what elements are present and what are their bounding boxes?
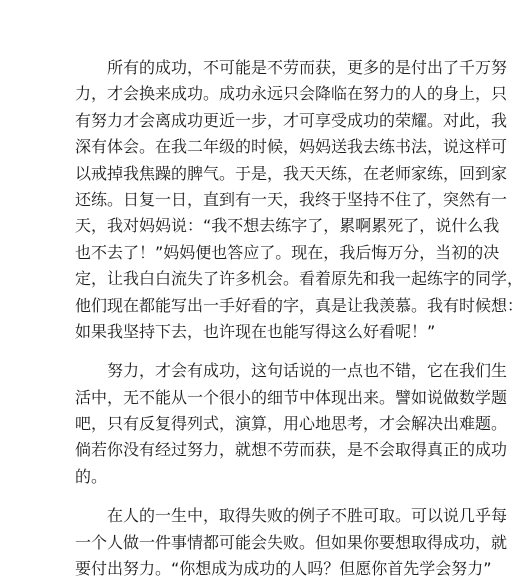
line-text: 在人的一生中，取得失败的例子不胜可取。可以说几乎每 — [107, 506, 508, 526]
text-line — [75, 55, 508, 81]
text-line: 定，让我白白流失了许多机会。看着原先和我一起练字的同学， — [75, 269, 523, 289]
text-line: 天，我对妈妈说：“我不想去练字了，累啊累死了，说什么我 — [75, 216, 500, 236]
line-text: 努力，才会有成功，这句话说的一点也不错，它在我们生 — [107, 361, 508, 381]
text-line: 活中，无不能从一个很小的细节中体现出来。譬如说做数学题 — [75, 387, 508, 407]
text-line: 他们现在都能写出一手好看的字，真是让我羡慕。我有时候想： — [75, 295, 523, 315]
text-line: 深有体会。在我二年级的时候，妈妈送我去练书法，说这样可 — [75, 137, 508, 157]
paragraph-3 — [75, 503, 508, 582]
text-line: 力，才会换来成功。成功永远只会降临在努力的人的身上，只 — [75, 84, 508, 104]
paragraph-2 — [75, 358, 508, 490]
text-line — [75, 358, 508, 384]
text-line: 有努力才会离成功更近一步，才可享受成功的荣耀。对此，我 — [75, 110, 508, 130]
text-line — [75, 503, 508, 529]
text-line: 的。 — [75, 466, 108, 486]
text-line: 要付出努力。“你想成为成功的人吗？但愿你首先学会努力” — [75, 559, 492, 579]
text-line: 如果我坚持下去，也许现在也能写得这么好看呢！” — [75, 321, 436, 341]
text-line: 还练。日复一日，直到有一天，我终于坚持不住了，突然有一 — [75, 189, 508, 209]
essay-body — [75, 55, 523, 582]
line-text: 所有的成功，不可能是不劳而获，更多的是付出了千万努 — [107, 58, 508, 77]
text-line: 也不去了！”妈妈便也答应了。现在，我后悔万分，当初的决 — [75, 242, 500, 262]
text-line: 一个人做一件事情都可能会失败。但如果你要想取得成功，就 — [75, 532, 508, 552]
text-line: 倘若你没有经过努力，就想不劳而获，是不会取得真正的成功 — [75, 440, 508, 460]
text-line: 以戒掉我焦躁的脾气。于是，我天天练，在老师家练，回到家 — [75, 163, 508, 183]
paragraph-1 — [75, 55, 523, 345]
text-line: 吧，只有反复得列式，演算，用心地思考，才会解决出难题。 — [75, 414, 508, 434]
